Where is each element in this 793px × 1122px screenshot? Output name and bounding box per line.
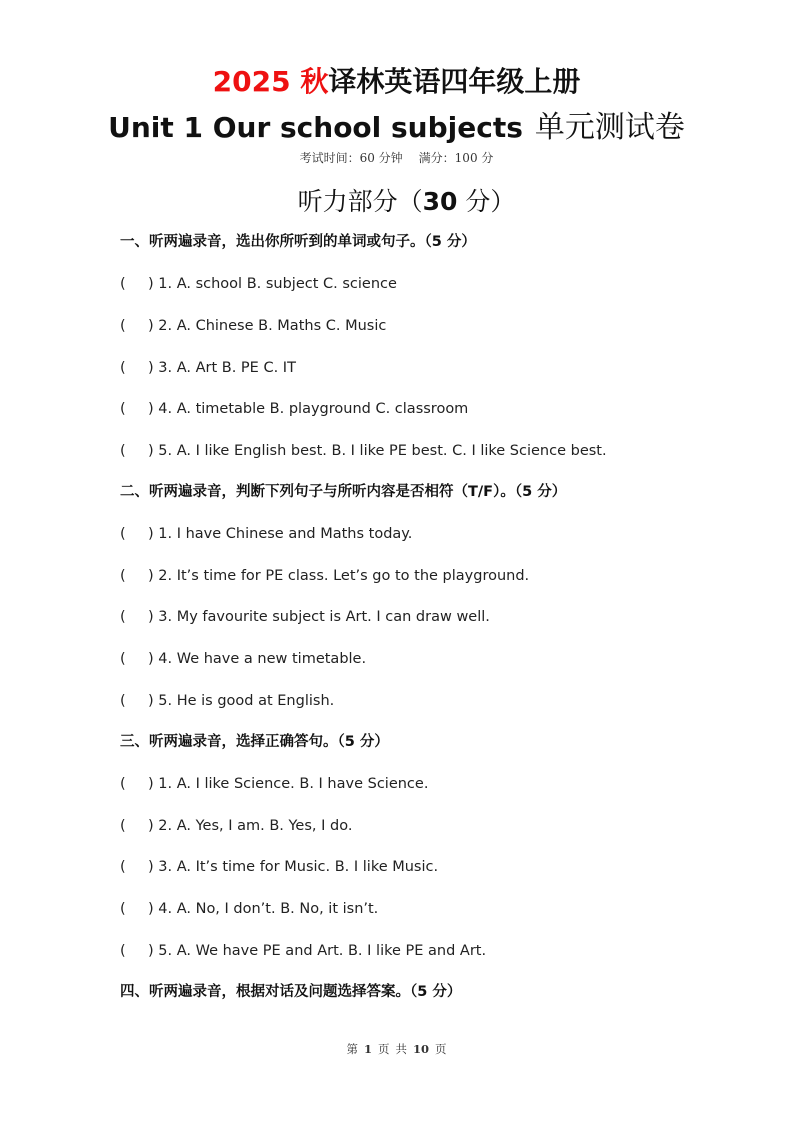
unit-title: Unit 1 Our school subjects xyxy=(108,111,523,144)
question-text: ) 4. A. No, I don’t. B. No, it isn’t. xyxy=(148,901,379,917)
question-text: ) 1. A. school B. subject C. science xyxy=(148,276,397,292)
footer-page-word: 第 xyxy=(346,1042,358,1056)
part-points: 30 xyxy=(422,187,458,216)
question-item xyxy=(120,315,386,337)
question-text: ) 4. A. timetable B. playground C. classroom xyxy=(148,401,469,417)
question-item xyxy=(120,273,397,295)
exam-time: 考试时间：60 分钟 xyxy=(299,151,403,165)
footer-total-unit: 页 xyxy=(435,1042,447,1056)
question-text: ) 2. It’s time for PE class. Let’s go to the playground. xyxy=(148,568,530,584)
question-item xyxy=(120,440,607,462)
test-type: 单元测试卷 xyxy=(534,110,685,145)
part-title-listening xyxy=(0,184,793,220)
question-text: ) 1. A. I like Science. B. I have Science. xyxy=(148,776,429,792)
current-page-number: 1 xyxy=(363,1042,372,1056)
part-title-prefix: 听力部分（ xyxy=(297,187,423,216)
question-item xyxy=(120,565,529,587)
answer-blank[interactable]: ( xyxy=(120,859,126,875)
answer-blank[interactable]: ( xyxy=(120,609,126,625)
question-text: ) 1. I have Chinese and Maths today. xyxy=(148,526,413,542)
question-item xyxy=(120,898,378,920)
question-item xyxy=(120,398,468,420)
section-heading-3: 三、听两遍录音，选择正确答句。（5 分） xyxy=(120,734,389,750)
answer-blank[interactable]: ( xyxy=(120,568,126,584)
question-item xyxy=(120,773,428,795)
answer-blank[interactable]: ( xyxy=(120,693,126,709)
answer-blank[interactable]: ( xyxy=(120,276,126,292)
question-text: ) 3. My favourite subject is Art. I can draw well. xyxy=(148,609,490,625)
question-text: ) 2. A. Yes, I am. B. Yes, I do. xyxy=(148,818,353,834)
question-item xyxy=(120,357,296,379)
question-text: ) 4. We have a new timetable. xyxy=(148,651,367,667)
answer-blank[interactable]: ( xyxy=(120,818,126,834)
question-text: ) 2. A. Chinese B. Maths C. Music xyxy=(148,318,387,334)
answer-blank[interactable]: ( xyxy=(120,776,126,792)
question-text: ) 5. He is good at English. xyxy=(148,693,335,709)
question-item xyxy=(120,648,366,670)
section-heading-4: 四、听两遍录音，根据对话及问题选择答案。（5 分） xyxy=(120,984,462,1000)
exam-info xyxy=(0,150,793,166)
question-item xyxy=(120,690,334,712)
question-item xyxy=(120,940,486,962)
title-year: 2025 秋 xyxy=(212,65,329,98)
part-title-suffix: 分） xyxy=(457,187,516,216)
question-item xyxy=(120,856,438,878)
footer-total-word: 共 xyxy=(395,1042,407,1056)
title-course: 译林英语四年级上册 xyxy=(328,65,581,98)
answer-blank[interactable]: ( xyxy=(120,401,126,417)
question-text: ) 3. A. It’s time for Music. B. I like Music. xyxy=(148,859,439,875)
question-item xyxy=(120,815,352,837)
answer-blank[interactable]: ( xyxy=(120,901,126,917)
full-score: 满分：100 分 xyxy=(418,151,494,165)
exam-subtitle xyxy=(0,108,793,148)
answer-blank[interactable]: ( xyxy=(120,443,126,459)
total-page-number: 10 xyxy=(413,1042,430,1056)
answer-blank[interactable]: ( xyxy=(120,943,126,959)
answer-blank[interactable]: ( xyxy=(120,360,126,376)
page-footer xyxy=(0,1041,793,1057)
footer-page-unit: 页 xyxy=(378,1042,390,1056)
question-item xyxy=(120,523,412,545)
question-text: ) 5. A. I like English best. B. I like PE best. C. I like Science best. xyxy=(148,443,607,459)
section-heading-2: 二、听两遍录音，判断下列句子与所听内容是否相符（T/F）。（5 分） xyxy=(120,484,567,500)
answer-blank[interactable]: ( xyxy=(120,651,126,667)
question-text: ) 5. A. We have PE and Art. B. I like PE and Art. xyxy=(148,943,487,959)
section-heading-1: 一、听两遍录音，选出你所听到的单词或句子。（5 分） xyxy=(120,234,476,250)
exam-title xyxy=(0,62,793,102)
question-text: ) 3. A. Art B. PE C. IT xyxy=(148,360,296,376)
answer-blank[interactable]: ( xyxy=(120,318,126,334)
answer-blank[interactable]: ( xyxy=(120,526,126,542)
question-item xyxy=(120,606,490,628)
